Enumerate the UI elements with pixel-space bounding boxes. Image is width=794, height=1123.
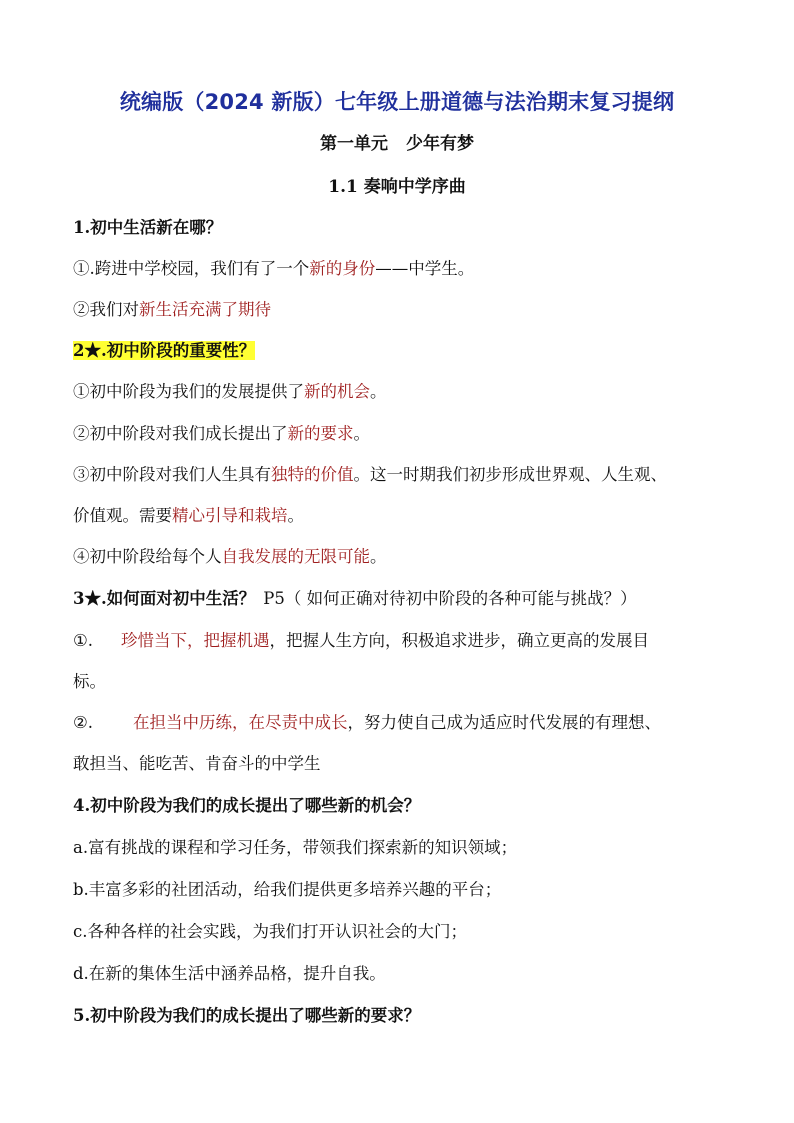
question-3-aside: （ 如何正确对待初中阶段的各种可能与挑战？） (284, 589, 637, 608)
question-3-heading (73, 585, 733, 609)
q3-item-2-text: ，努力使自己成为适应时代发展的有理想、 (347, 713, 662, 732)
q2-item-3-cont-keyword: 精心引导和栽培 (172, 506, 288, 525)
q1-item-2 (73, 296, 733, 320)
q4-item-c: c.各种各样的社会实践，为我们打开认识社会的大门； (73, 922, 467, 941)
q2-item-3-cont-text: 价值观。需要 (73, 506, 172, 525)
q2-item-4-keyword: 自我发展的无限可能 (221, 547, 370, 566)
document-title: 统编版（2024 新版）七年级上册道德与法治期末复习提纲 (119, 90, 675, 114)
unit-label: 第一单元 (320, 134, 388, 154)
q2-item-2-text: ②初中阶段对我们成长提出了 (73, 424, 288, 443)
q2-item-4-text: ④初中阶段给每个人 (73, 547, 222, 566)
q3-item-1-continued: 标。 (73, 672, 106, 691)
q2-item-3-continued (73, 502, 733, 526)
q3-item-1 (73, 627, 733, 651)
q3-item-1-keyword: 珍惜当下，把握机遇 (121, 631, 270, 650)
q3-item-2-keyword: 在担当中历练，在尽责中成长 (133, 713, 348, 732)
q2-item-3-tail: 。这一时期我们初步形成世界观、人生观、 (353, 465, 667, 484)
q1-item-2-keyword: 新生活充满了期待 (139, 300, 271, 319)
q2-item-3-cont-tail: 。 (287, 506, 304, 525)
q1-item-1-text: ①.跨进中学校园，我们有了一个 (73, 259, 310, 278)
q2-item-4 (73, 543, 733, 567)
question-4-heading: 4.初中阶段为我们的成长提出了哪些新的机会？ (73, 796, 421, 815)
q3-item-1-number: ①. (73, 631, 94, 650)
q2-item-3-keyword: 独特的价值 (271, 465, 354, 484)
q1-item-1-tail: ——中学生。 (375, 259, 475, 278)
q2-item-2 (73, 420, 733, 444)
unit-name: 少年有梦 (406, 134, 474, 154)
q2-item-3-text: ③初中阶段对我们人生具有 (73, 465, 271, 484)
q2-item-4-tail: 。 (370, 547, 387, 566)
q2-item-1-text: ①初中阶段为我们的发展提供了 (73, 382, 304, 401)
q2-item-1-tail: 。 (370, 382, 387, 401)
q4-item-a: a.富有挑战的课程和学习任务，带领我们探索新的知识领域； (73, 838, 518, 857)
question-1-heading: 1.初中生活新在哪？ (73, 218, 223, 237)
question-2-heading (73, 337, 733, 361)
q3-item-1-text: ，把握人生方向，积极追求进步，确立更高的发展目 (269, 631, 650, 650)
question-2-heading-text: 2★.初中阶段的重要性？ (73, 341, 256, 360)
q1-item-1-keyword: 新的身份 (309, 259, 376, 278)
q3-item-2-continued: 敢担当、能吃苦、肯奋斗的中学生 (73, 754, 321, 773)
question-3-page-ref: P5 (263, 589, 285, 608)
q1-item-2-text: ②我们对 (73, 300, 139, 319)
q1-item-1 (73, 255, 733, 279)
q4-item-d: d.在新的集体生活中涵养品格，提升自我。 (73, 964, 386, 983)
q3-item-2 (73, 709, 733, 733)
q2-item-2-keyword: 新的要求 (287, 424, 354, 443)
q2-item-3 (73, 461, 733, 485)
q3-item-2-number: ②. (73, 713, 94, 732)
question-3-heading-text: 3★.如何面对初中生活？ (73, 589, 256, 608)
q2-item-2-tail: 。 (353, 424, 370, 443)
q4-item-b: b.丰富多彩的社团活动，给我们提供更多培养兴趣的平台； (73, 880, 502, 899)
lesson-heading: 1.1 奏响中学序曲 (328, 177, 466, 197)
q2-item-1 (73, 378, 733, 402)
unit-heading (0, 129, 794, 154)
q2-item-1-keyword: 新的机会 (304, 382, 370, 401)
question-5-heading: 5.初中阶段为我们的成长提出了哪些新的要求？ (73, 1006, 421, 1025)
